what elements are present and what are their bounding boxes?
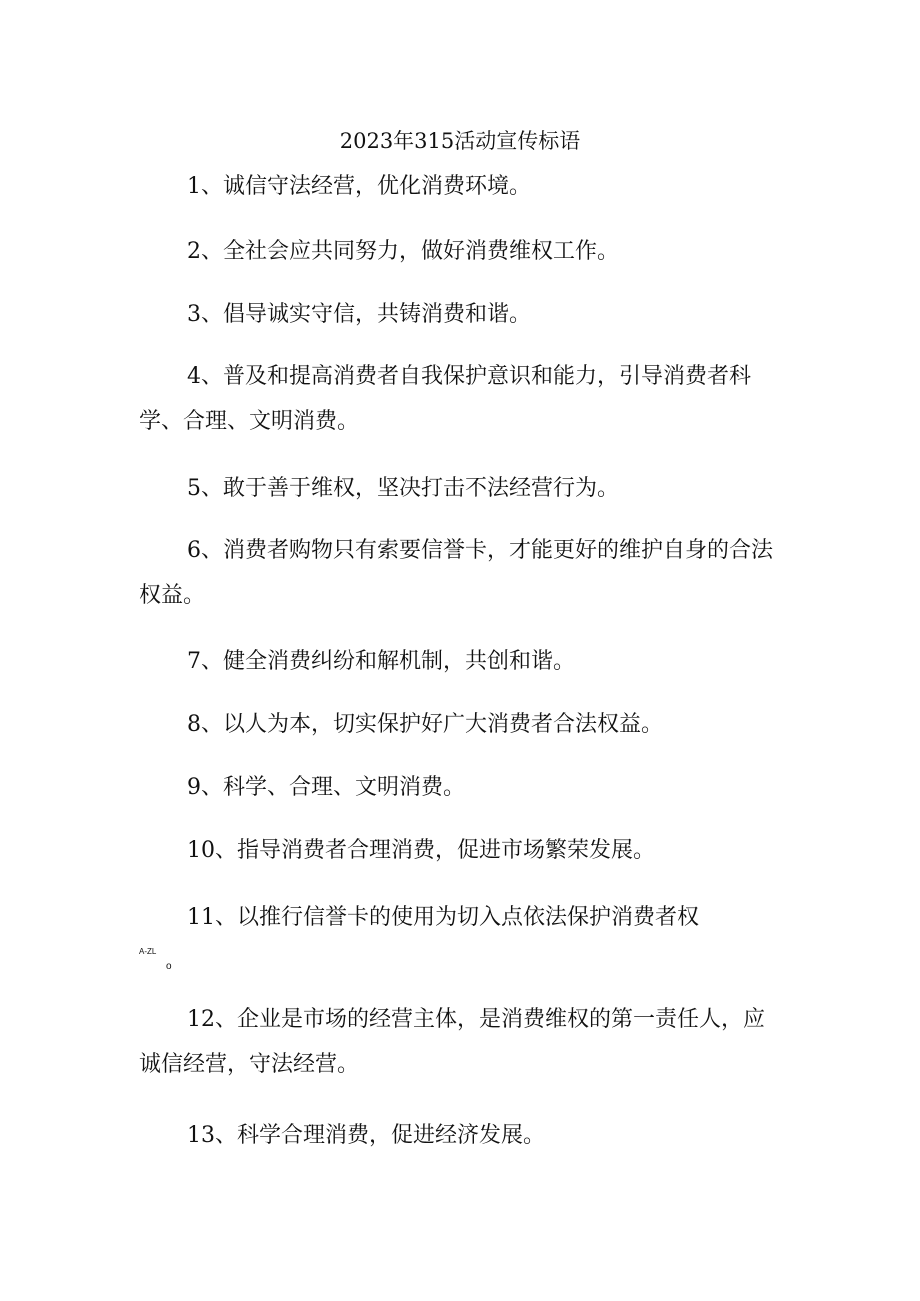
slogan-item-11: 11、以推行信誉卡的使用为切入点依法保护消费者权	[187, 905, 699, 930]
slogan-item-11-fragment	[139, 947, 773, 987]
slogan-item-13: 13、科学合理消费，促进经济发展。	[187, 1123, 545, 1148]
slogan-item-10: 10、指导消费者合理消费，促进市场繁荣发展。	[187, 838, 655, 863]
slogan-item-4: 4、普及和提高消费者自我保护意识和能力，引导消费者科学、合理、文明消费。	[139, 364, 751, 434]
slogan-item-5: 5、敢于善于维权，坚决打击不法经营行为。	[187, 476, 619, 501]
slogan-item-1: 1、诚信守法经营，优化消费环境。	[187, 174, 531, 199]
slogan-item-3: 3、倡导诚实守信，共铸消费和谐。	[187, 302, 531, 327]
fragment-text-small-1: A-ZL	[139, 947, 157, 956]
slogan-item-9: 9、科学、合理、文明消费。	[187, 775, 465, 800]
fragment-text-small-2: o	[166, 961, 172, 972]
slogan-item-2: 2、全社会应共同努力，做好消费维权工作。	[187, 239, 619, 264]
slogan-item-7: 7、健全消费纠纷和解机制，共创和谐。	[187, 649, 575, 674]
slogan-item-6: 6、消费者购物只有索要信誉卡，才能更好的维护自身的合法权益。	[139, 538, 773, 608]
slogan-item-8: 8、以人为本，切实保护好广大消费者合法权益。	[187, 712, 663, 737]
document-title: 2023年315活动宣传标语	[339, 129, 581, 153]
slogan-item-12: 12、企业是市场的经营主体，是消费维权的第一责任人，应诚信经营，守法经营。	[139, 1007, 765, 1077]
